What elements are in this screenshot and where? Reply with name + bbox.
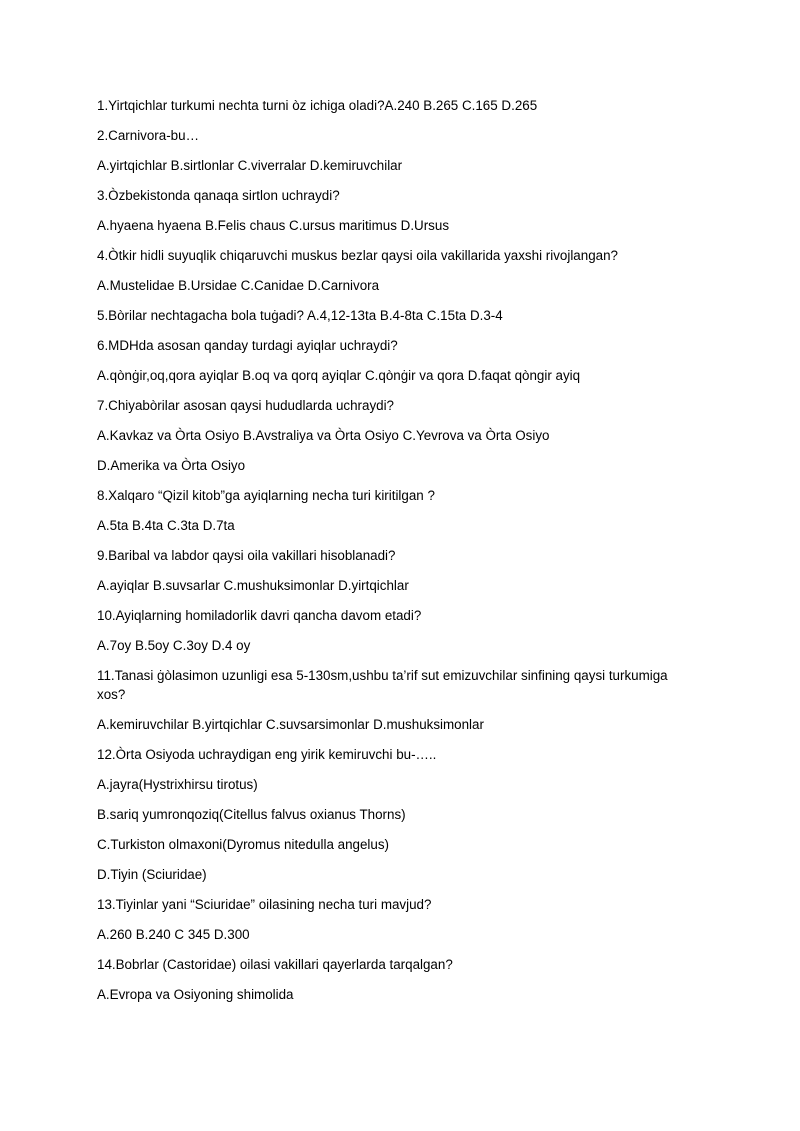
- question-list: [97, 96, 697, 1015]
- answer-option-12-a: A.jayra(Hystrixhirsu tirotus): [97, 777, 258, 792]
- answer-option-12-c: C.Turkiston olmaxoni(Dyromus nitedulla angelus): [97, 837, 389, 852]
- question-4: 4.Òtkir hidli suyuqlik chiqaruvchi muskus bezlar qaysi oila vakillarida yaxshi rivojlangan?: [97, 248, 618, 263]
- question-9: 9.Baribal va labdor qaysi oila vakillari hisoblanadi?: [97, 548, 396, 563]
- question-3: 3.Òzbekistonda qanaqa sirtlon uchraydi?: [97, 188, 340, 203]
- question-1: 1.Yirtqichlar turkumi nechta turni òz ichiga oladi?A.240 B.265 C.165 D.265: [97, 98, 538, 113]
- answer-options-7-continued: D.Amerika va Òrta Osiyo: [97, 458, 246, 473]
- answer-options-7: A.Kavkaz va Òrta Osiyo B.Avstraliya va Òrta Osiyo C.Yevrova va Òrta Osiyo: [97, 428, 550, 443]
- answer-options-8: A.5ta B.4ta C.3ta D.7ta: [97, 518, 235, 533]
- answer-option-12-b: B.sariq yumronqoziq(Citellus falvus oxianus Thorns): [97, 807, 406, 822]
- answer-options-11: A.kemiruvchilar B.yirtqichlar C.suvsarsimonlar D.mushuksimonlar: [97, 717, 484, 732]
- answer-options-3: A.hyaena hyaena B.Felis chaus C.ursus maritimus D.Ursus: [97, 218, 450, 233]
- question-6: 6.MDHda asosan qanday turdagi ayiqlar uchraydi?: [97, 338, 398, 353]
- answer-options-6: A.qònġir,oq,qora ayiqlar B.oq va qorq ayiqlar C.qònġir va qora D.faqat qòngir ayiq: [97, 368, 581, 383]
- answer-option-14-a: A.Evropa va Osiyoning shimolida: [97, 987, 294, 1002]
- question-13: 13.Tiyinlar yani “Sciuridae” oilasining necha turi mavjud?: [97, 897, 432, 912]
- answer-options-9: A.ayiqlar B.suvsarlar C.mushuksimonlar D.yirtqichlar: [97, 578, 409, 593]
- question-12: 12.Òrta Osiyoda uchraydigan eng yirik kemiruvchi bu-…..: [97, 747, 437, 762]
- question-10: 10.Ayiqlarning homiladorlik davri qancha davom etadi?: [97, 608, 422, 623]
- answer-options-13: A.260 B.240 C 345 D.300: [97, 927, 250, 942]
- question-8: 8.Xalqaro “Qizil kitob”ga ayiqlarning necha turi kiritilgan ?: [97, 488, 435, 503]
- question-5: 5.Bòrilar nechtagacha bola tuġadi? A.4,12-13ta B.4-8ta C.15ta D.3-4: [97, 308, 503, 323]
- answer-option-12-d: D.Tiyin (Sciuridae): [97, 867, 207, 882]
- answer-options-10: A.7oy B.5oy C.3oy D.4 oy: [97, 638, 251, 653]
- question-14: 14.Bobrlar (Castoridae) oilasi vakillari qayerlarda tarqalgan?: [97, 957, 453, 972]
- question-11: 11.Tanasi ġòlasimon uzunligi esa 5-130sm,ushbu ta’rif sut emizuvchilar sinfining qaysi turkumiga xos?: [97, 668, 668, 702]
- question-7: 7.Chiyabòrilar asosan qaysi hududlarda uchraydi?: [97, 398, 395, 413]
- question-2: 2.Carnivora-bu…: [97, 128, 199, 143]
- answer-options-2: A.yirtqichlar B.sirtlonlar C.viverralar D.kemiruvchilar: [97, 158, 403, 173]
- answer-options-4: A.Mustelidae B.Ursidae C.Canidae D.Carnivora: [97, 278, 380, 293]
